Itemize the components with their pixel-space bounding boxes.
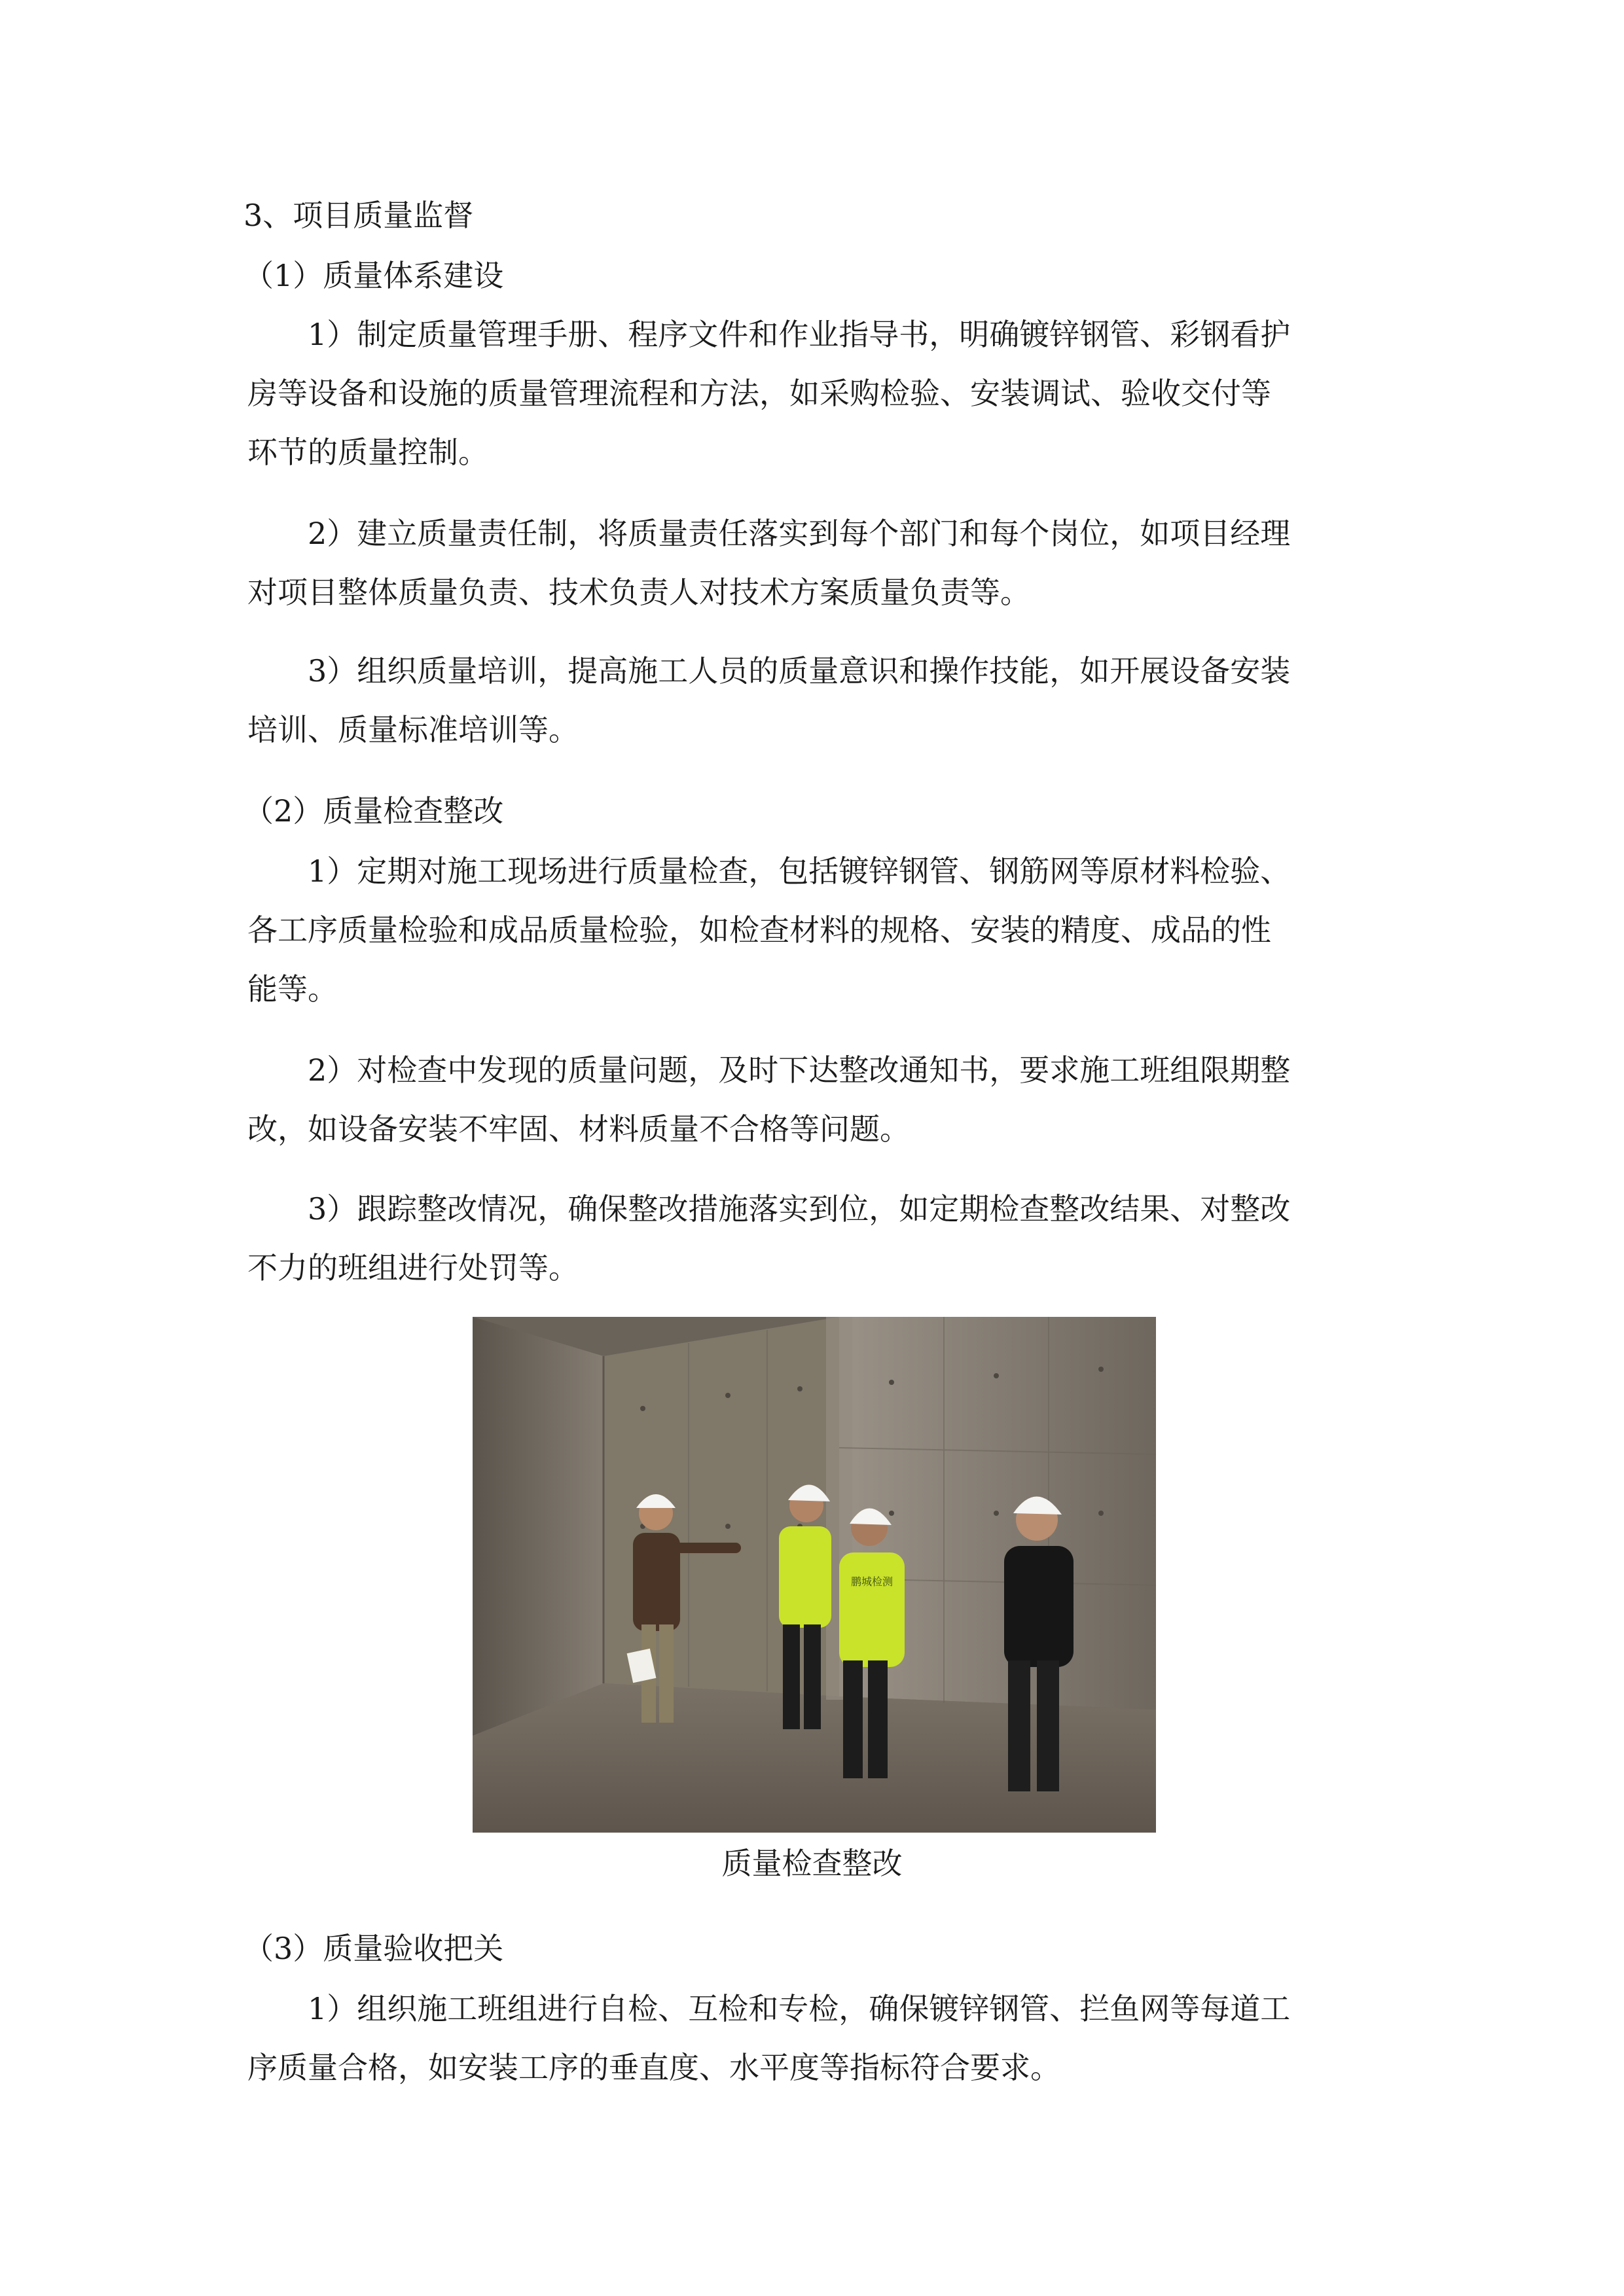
para-2-3-line-2: 不力的班组进行处罚等。 (247, 1250, 579, 1285)
para-2-2-line-1: 2）对检查中发现的质量问题，及时下达整改通知书，要求施工班组限期整 (308, 1052, 1291, 1088)
inspection-photo (473, 1317, 1156, 1833)
subsection-title-3: （3）质量验收把关 (244, 1931, 504, 1966)
para-2-1-line-2: 各工序质量检验和成品质量检验，如检查材料的规格、安装的精度、成品的性 (247, 912, 1271, 948)
para-2-1-line-3: 能等。 (247, 971, 338, 1007)
para-3-1-line-1: 1）组织施工班组进行自检、互检和专检，确保镀锌钢管、拦鱼网等每道工 (308, 1991, 1291, 2026)
para-1-1-line-3: 环节的质量控制。 (247, 435, 488, 470)
para-1-1-line-2: 房等设备和设施的质量管理流程和方法，如采购检验、安装调试、验收交付等 (247, 376, 1271, 411)
para-1-2-line-1: 2）建立质量责任制，将质量责任落实到每个部门和每个岗位，如项目经理 (308, 516, 1291, 551)
subsection-title-2: （2）质量检查整改 (244, 793, 504, 829)
para-1-2-line-2: 对项目整体质量负责、技术负责人对技术方案质量负责等。 (247, 575, 1030, 610)
subsection-title-1: （1）质量体系建设 (244, 258, 504, 293)
para-1-3-line-2: 培训、质量标准培训等。 (247, 712, 579, 747)
photo-caption: 质量检查整改 (721, 1846, 903, 1881)
para-1-3-line-1: 3）组织质量培训，提高施工人员的质量意识和操作技能，如开展设备安装 (308, 653, 1291, 689)
para-2-2-line-2: 改，如设备安装不牢固、材料质量不合格等问题。 (247, 1111, 910, 1147)
para-1-1-line-1: 1）制定质量管理手册、程序文件和作业指导书，明确镀锌钢管、彩钢看护 (308, 317, 1291, 352)
para-3-1-line-2: 序质量合格，如安装工序的垂直度、水平度等指标符合要求。 (247, 2050, 1060, 2085)
para-2-3-line-1: 3）跟踪整改情况，确保整改措施落实到位，如定期检查整改结果、对整改 (308, 1191, 1291, 1227)
svg-text:鹏城检测: 鹏城检测 (850, 1575, 893, 1588)
para-2-1-line-1: 1）定期对施工现场进行质量检查，包括镀锌钢管、钢筋网等原材料检验、 (308, 853, 1291, 889)
section-heading: 3、项目质量监督 (244, 198, 474, 233)
